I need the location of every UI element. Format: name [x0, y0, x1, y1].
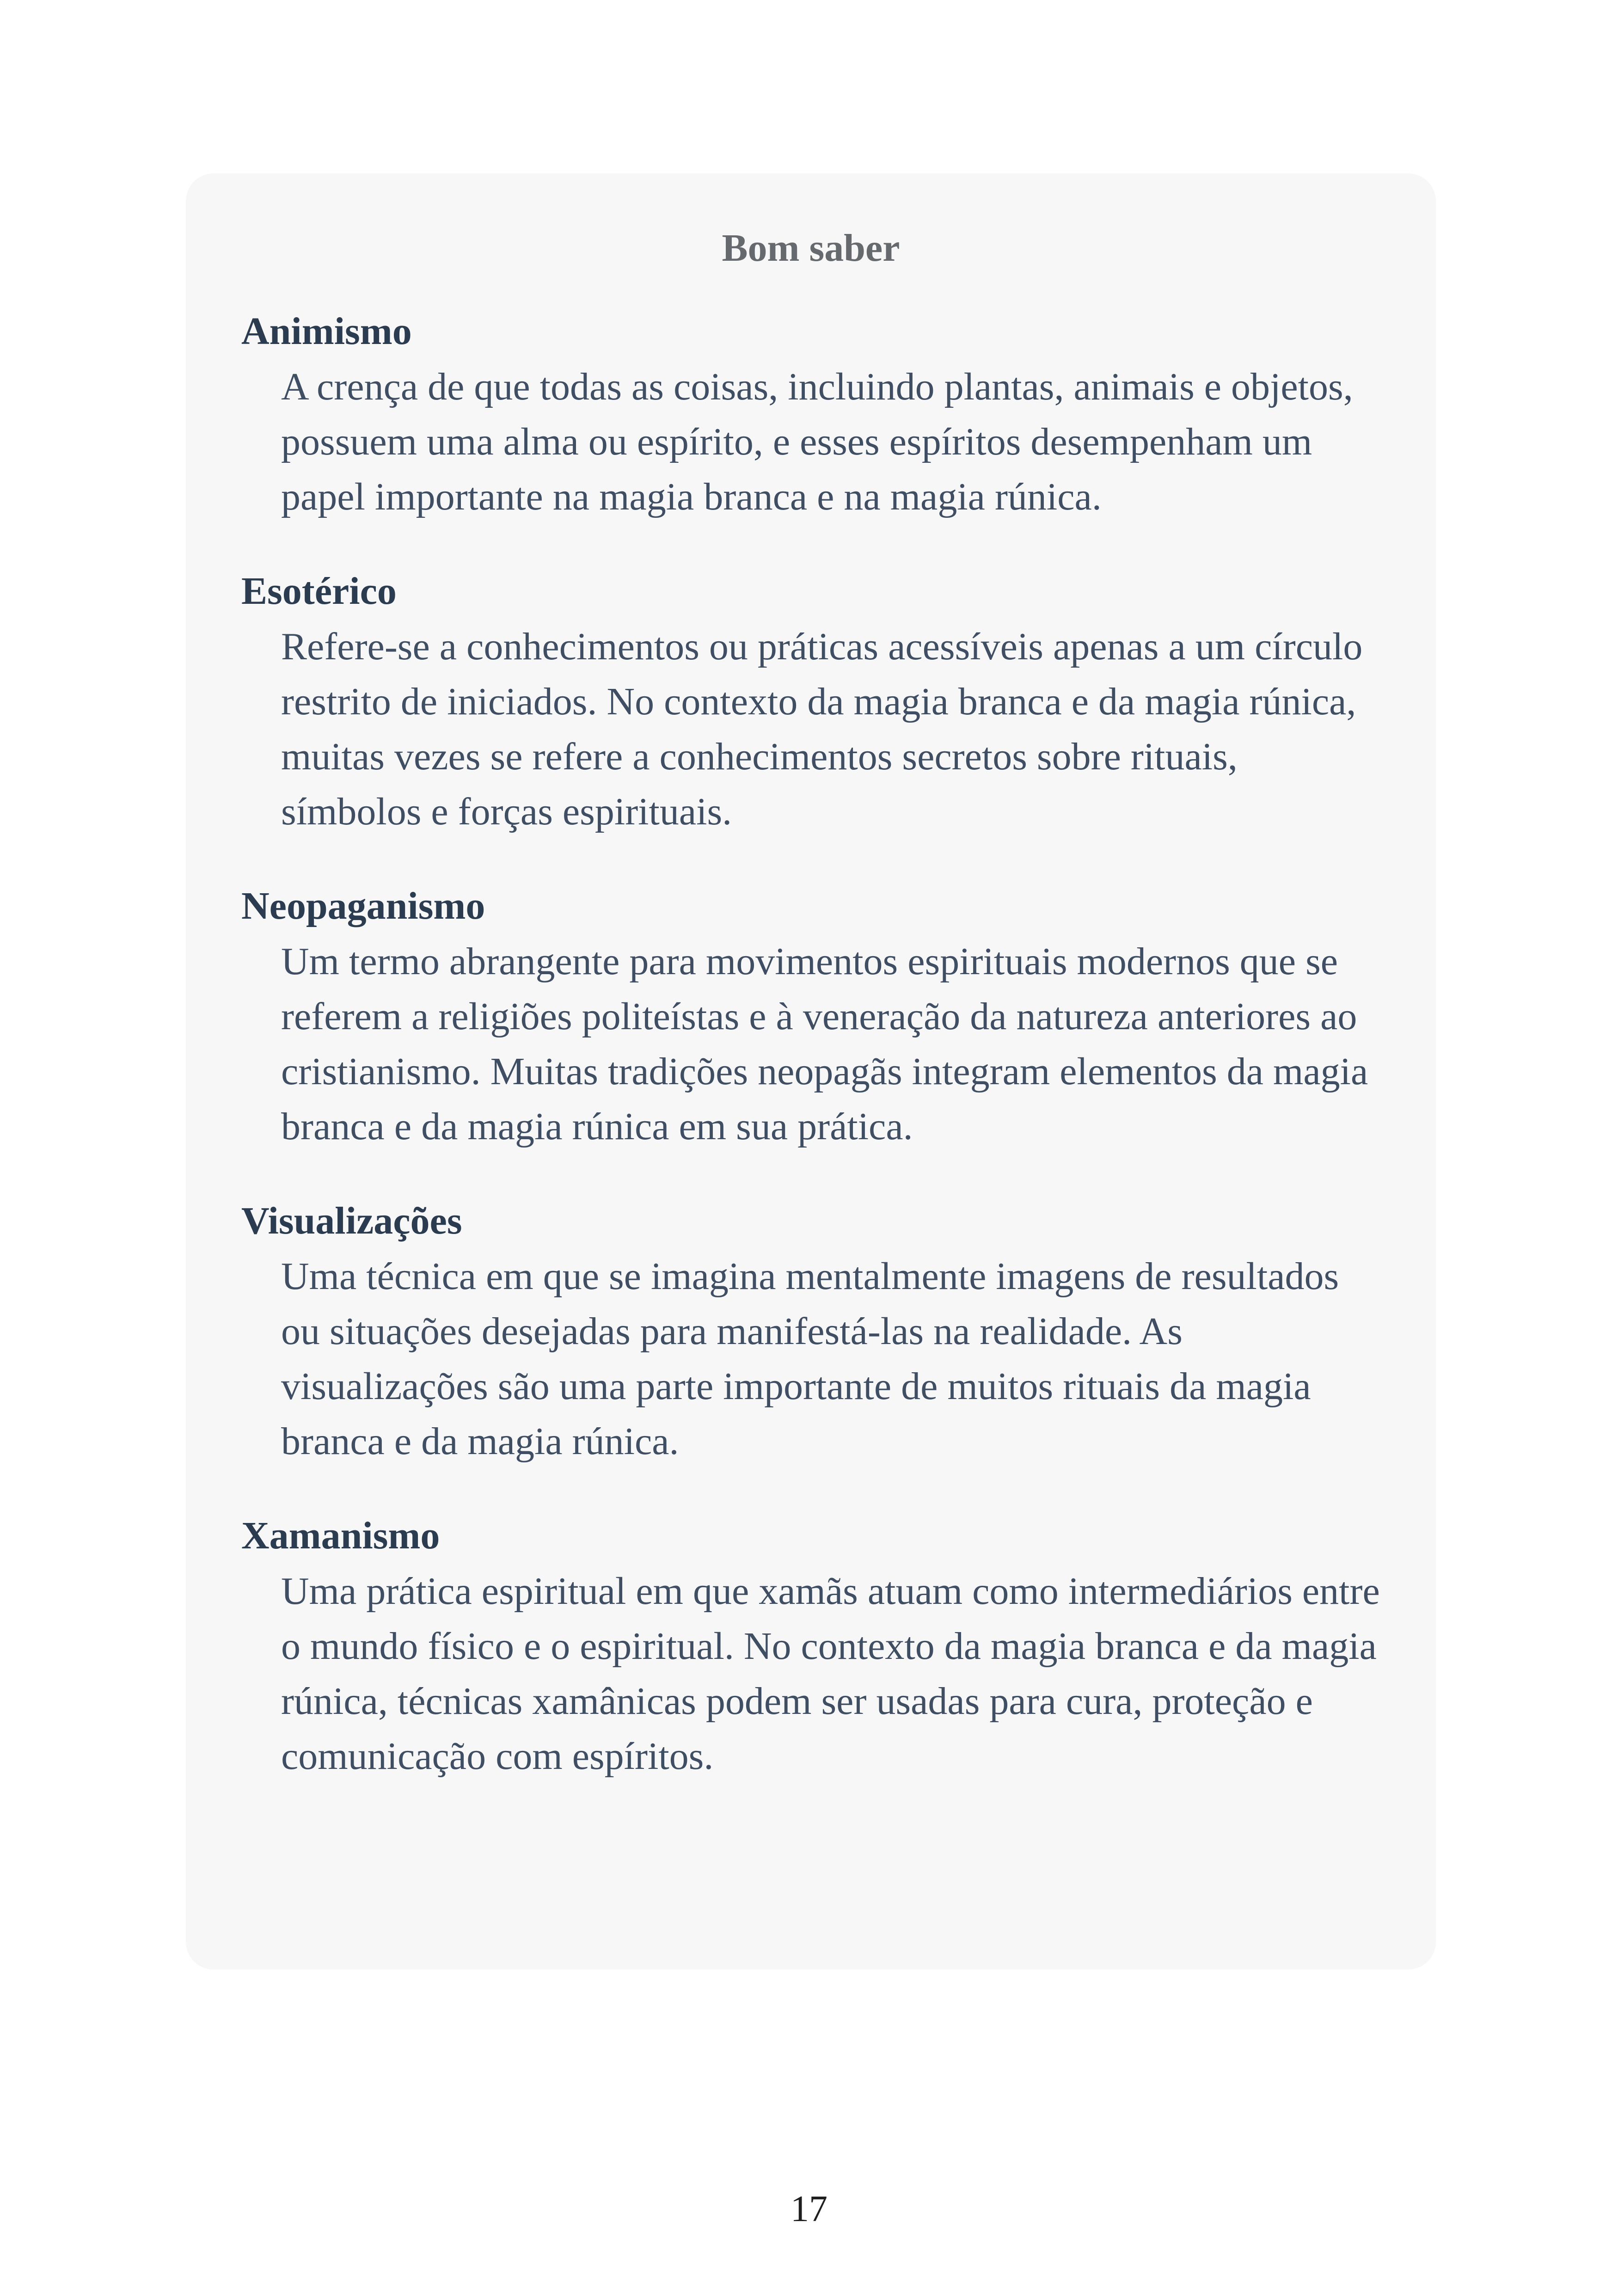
glossary-entry — [241, 1513, 1380, 1784]
glossary-term: Esotérico — [241, 570, 397, 613]
glossary-entry — [241, 568, 1380, 839]
glossary-entry — [241, 1198, 1380, 1469]
glossary-term: Visualizações — [241, 1199, 462, 1242]
glossary-term: Neopaganismo — [241, 884, 485, 927]
glossary-definition: Refere-se a conhecimentos ou práticas acessíveis apenas a um círculo restrito de iniciados. No contexto da magia branca e da magia rúnica, muitas vezes se refere a conhecimentos secretos sobre rituais, símbolos e forças espirituais. — [281, 625, 1363, 833]
page-number: 17 — [791, 2189, 827, 2229]
glossary-definition: Uma prática espiritual em que xamãs atuam como intermediários entre o mundo físico e o espiritual. No contexto da magia branca e da magia rúnica, técnicas xamânicas podem ser usadas para cura, proteção e comunicação com espíritos. — [281, 1570, 1380, 1778]
box-title: Bom saber — [722, 227, 900, 270]
glossary-definition: Um termo abrangente para movimentos espirituais modernos que se referem a religiões politeístas e à veneração da natureza anteriores ao cristianismo. Muitas tradições neopagãs integram elementos da magia branca e da magia rúnica em sua prática. — [281, 940, 1368, 1148]
glossary-term: Xamanismo — [241, 1514, 440, 1557]
glossary-entry — [241, 308, 1380, 524]
glossary-box — [186, 173, 1436, 1970]
glossary-term: Animismo — [241, 310, 412, 353]
glossary-entry — [241, 883, 1380, 1154]
glossary-definition: Uma técnica em que se imagina mentalmente imagens de resultados ou situações desejadas para manifestá-las na realidade. As visualizações são uma parte importante de muitos rituais da magia branca e da magia rúnica. — [281, 1255, 1339, 1463]
glossary-definition: A crença de que todas as coisas, incluindo plantas, animais e objetos, possuem uma alma ou espírito, e esses espíritos desempenham um papel importante na magia branca e na magia rúnica. — [281, 365, 1353, 518]
